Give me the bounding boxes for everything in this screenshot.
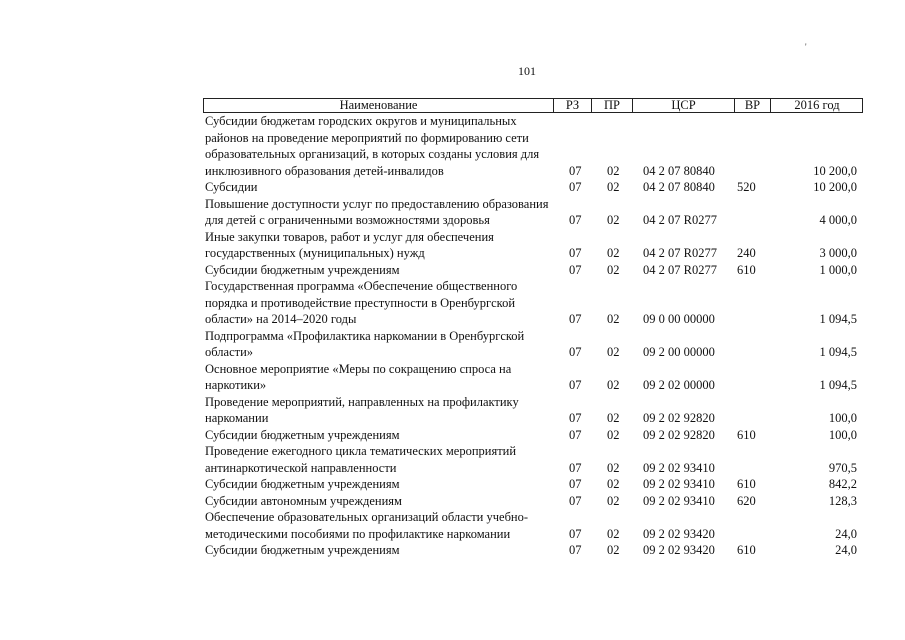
row-amount: 4 000,0	[819, 213, 857, 227]
row-csr: 09 2 02 93420	[643, 526, 715, 541]
header-vr: ВР	[734, 99, 770, 112]
table-row	[203, 427, 863, 444]
table-row	[203, 196, 863, 229]
row-name: Проведение ежегодного цикла тематических мероприятий антинаркотической направленности	[205, 444, 517, 475]
table-row	[203, 394, 863, 427]
row-pr: 02	[607, 526, 620, 541]
row-csr: 09 2 02 93410	[643, 493, 715, 508]
row-csr: 09 2 02 92820	[643, 411, 715, 425]
row-vr: 240	[737, 246, 756, 260]
table-row	[203, 328, 863, 361]
row-rz: 07	[569, 213, 582, 227]
header-rz: РЗ	[553, 99, 591, 112]
row-csr: 09 2 02 93410	[643, 460, 715, 475]
row-csr: 09 2 02 92820	[643, 427, 715, 442]
row-rz: 07	[569, 543, 582, 557]
row-amount: 24,0	[835, 526, 857, 541]
row-pr: 02	[607, 411, 620, 425]
header-year: 2016 год	[770, 99, 863, 112]
row-pr: 02	[607, 427, 620, 442]
row-amount: 1 094,5	[819, 312, 857, 326]
row-pr: 02	[607, 163, 620, 178]
row-name: Субсидии	[205, 180, 258, 194]
row-rz: 07	[569, 163, 582, 178]
row-pr: 02	[607, 213, 620, 227]
row-csr: 09 0 00 00000	[643, 312, 715, 326]
header-csr: ЦСР	[632, 99, 734, 112]
row-rz: 07	[569, 246, 582, 260]
row-csr: 09 2 02 93410	[643, 477, 715, 491]
row-pr: 02	[607, 180, 620, 194]
row-rz: 07	[569, 526, 582, 541]
row-amount: 1 000,0	[819, 262, 857, 277]
table-header	[203, 98, 863, 113]
table-row	[203, 443, 863, 476]
row-amount: 1 094,5	[819, 345, 857, 359]
row-pr: 02	[607, 312, 620, 326]
row-rz: 07	[569, 378, 582, 392]
row-vr: 610	[737, 477, 756, 491]
row-vr: 610	[737, 543, 756, 557]
corner-mark: '	[805, 42, 807, 52]
row-rz: 07	[569, 493, 582, 508]
row-pr: 02	[607, 543, 620, 557]
row-pr: 02	[607, 262, 620, 277]
row-name: Иные закупки товаров, работ и услуг для обеспечения государственных (муниципальных) нужд	[205, 229, 494, 260]
table-row	[203, 113, 863, 179]
table-row	[203, 179, 863, 196]
row-vr: 610	[737, 262, 756, 277]
row-rz: 07	[569, 180, 582, 194]
row-vr: 620	[737, 493, 756, 508]
row-amount: 10 200,0	[813, 163, 857, 178]
row-csr: 04 2 07 R0277	[643, 213, 717, 227]
table-row	[203, 542, 863, 559]
row-name: Субсидии бюджетам городских округов и муниципальных районов на проведение мероприятий по формированию сети образовательных организаций, в которых созданы условия для инклюзивного образования детей-инвалидов	[205, 114, 540, 178]
row-csr: 04 2 07 80840	[643, 163, 715, 178]
table-row	[203, 262, 863, 279]
row-name: Субсидии бюджетным учреждениям	[205, 477, 400, 491]
row-name: Повышение доступности услуг по предоставлению образования для детей с ограниченными возможностями здоровья	[205, 196, 549, 227]
row-pr: 02	[607, 493, 620, 508]
row-vr: 520	[737, 180, 756, 194]
row-name: Основное мероприятие «Меры по сокращению спроса на наркотики»	[205, 361, 512, 392]
row-rz: 07	[569, 411, 582, 425]
row-name: Подпрограмма «Профилактика наркомании в Оренбургской области»	[205, 328, 525, 359]
row-csr: 09 2 00 00000	[643, 345, 715, 359]
page-number: 101	[518, 64, 536, 78]
row-pr: 02	[607, 246, 620, 260]
row-csr: 04 2 07 R0277	[643, 246, 717, 260]
table-row	[203, 361, 863, 394]
row-csr: 09 2 02 93420	[643, 543, 715, 557]
row-name: Обеспечение образовательных организаций области учебно-методическими пособиями по профилактике наркомании	[205, 510, 529, 541]
row-pr: 02	[607, 460, 620, 475]
table-body	[203, 113, 863, 559]
row-rz: 07	[569, 262, 582, 277]
table-row	[203, 509, 863, 542]
header-pr: ПР	[591, 99, 632, 112]
row-csr: 04 2 07 R0277	[643, 262, 717, 277]
row-amount: 842,2	[828, 477, 857, 491]
row-rz: 07	[569, 477, 582, 491]
row-pr: 02	[607, 378, 620, 392]
table-row	[203, 476, 863, 493]
row-name: Проведение мероприятий, направленных на профилактику наркомании	[205, 394, 519, 425]
row-amount: 100,0	[828, 427, 857, 442]
table-row	[203, 278, 863, 328]
row-amount: 10 200,0	[813, 180, 857, 194]
row-name: Субсидии автономным учреждениям	[205, 493, 402, 508]
row-amount: 1 094,5	[819, 378, 857, 392]
row-name: Субсидии бюджетным учреждениям	[205, 427, 400, 442]
row-rz: 07	[569, 460, 582, 475]
row-pr: 02	[607, 477, 620, 491]
table-row	[203, 229, 863, 262]
row-csr: 09 2 02 00000	[643, 378, 715, 392]
row-amount: 970,5	[828, 460, 857, 475]
row-name: Субсидии бюджетным учреждениям	[205, 262, 400, 277]
row-amount: 3 000,0	[819, 246, 857, 260]
header-name: Наименование	[339, 98, 418, 112]
row-name: Государственная программа «Обеспечение общественного порядка и противодействие преступности в Оренбургской области» на 2014–2020 годы	[205, 279, 518, 326]
row-csr: 04 2 07 80840	[643, 180, 715, 194]
table-row	[203, 493, 863, 510]
row-rz: 07	[569, 312, 582, 326]
row-amount: 100,0	[828, 411, 857, 425]
row-rz: 07	[569, 427, 582, 442]
row-rz: 07	[569, 345, 582, 359]
row-amount: 24,0	[835, 543, 857, 557]
row-name: Субсидии бюджетным учреждениям	[205, 543, 400, 557]
row-pr: 02	[607, 345, 620, 359]
row-amount: 128,3	[828, 493, 857, 508]
row-vr: 610	[737, 427, 756, 442]
